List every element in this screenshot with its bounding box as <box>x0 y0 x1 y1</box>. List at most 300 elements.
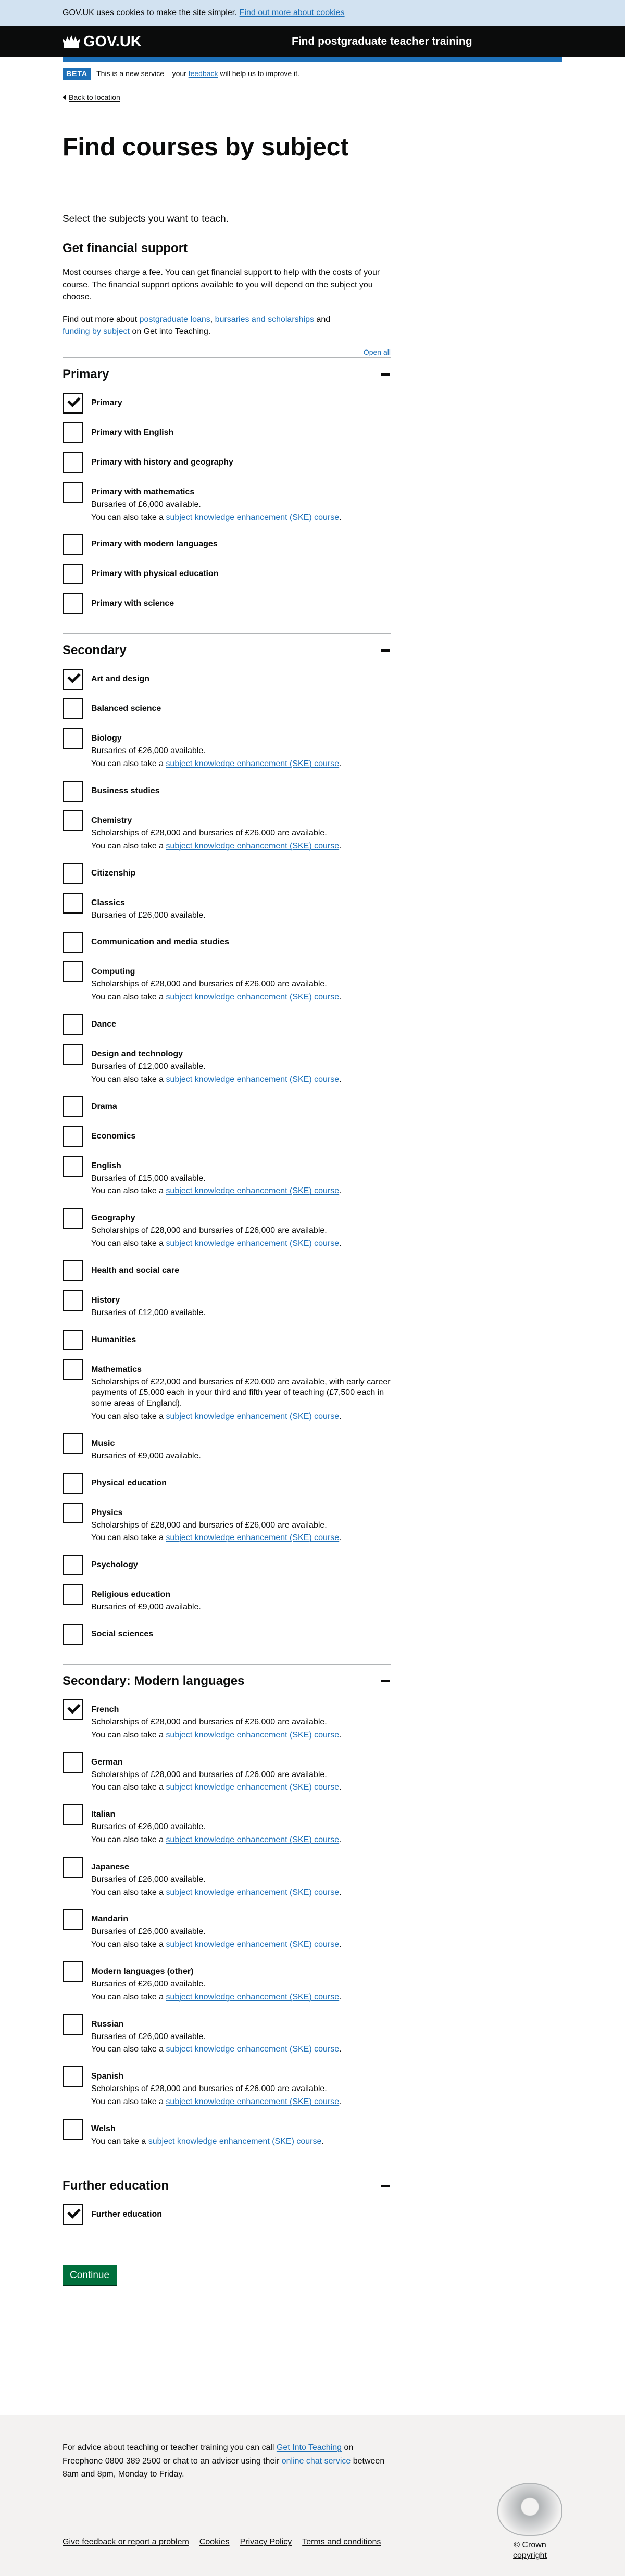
ske-hint-post: . <box>339 1533 342 1543</box>
checkbox-label[interactable]: Spanish <box>91 2072 124 2081</box>
checkbox-text <box>91 1473 167 1491</box>
subject-checkbox-item[interactable] <box>63 452 391 473</box>
checkbox-label[interactable]: Religious education <box>91 1590 171 1599</box>
checkbox-text <box>91 698 161 716</box>
checkbox-label[interactable]: Mathematics <box>91 1365 142 1374</box>
checkbox-label[interactable]: Primary with history and geography <box>91 457 233 467</box>
checkbox[interactable] <box>63 1624 83 1645</box>
checkbox-label[interactable]: Citizenship <box>91 868 136 878</box>
minus-icon[interactable] <box>381 2185 390 2187</box>
subject-checkbox-item[interactable] <box>63 698 391 719</box>
checkbox[interactable] <box>63 728 83 749</box>
checkbox-text <box>91 1961 342 2005</box>
subject-checkbox-item[interactable] <box>63 1433 391 1464</box>
ske-course-link[interactable]: subject knowledge enhancement (SKE) course <box>166 841 340 851</box>
checkbox[interactable] <box>63 1961 83 1982</box>
ske-hint <box>91 759 342 770</box>
ske-hint-pre: You can also take a <box>91 512 164 522</box>
checkbox-text <box>91 781 160 798</box>
subject-checkbox-item[interactable] <box>63 1260 391 1281</box>
checkbox[interactable] <box>63 1752 83 1773</box>
subject-checkbox-item[interactable] <box>63 1330 391 1350</box>
subject-checkbox-item[interactable] <box>63 1584 391 1615</box>
subject-checkbox-item[interactable] <box>63 1044 391 1087</box>
checkbox[interactable] <box>63 482 83 503</box>
ske-hint-post: . <box>321 2136 324 2146</box>
crown-copyright-link[interactable]: © Crown copyright <box>513 2541 547 2560</box>
ske-hint-pre: You can also take a <box>91 1411 164 1421</box>
ske-hint-pre: You can also take a <box>91 1730 164 1740</box>
ske-hint-pre: You can also take a <box>91 1186 164 1196</box>
ske-hint-pre: You can also take a <box>91 1835 164 1844</box>
subject-checkbox-item[interactable] <box>63 781 391 802</box>
checkbox-label[interactable]: Mandarin <box>91 1915 129 1924</box>
checkbox-label[interactable]: Business studies <box>91 786 160 796</box>
checkbox-label[interactable]: French <box>91 1705 119 1714</box>
back-link[interactable] <box>63 93 120 103</box>
ske-hint-pre: You can also take a <box>91 1533 164 1543</box>
minus-icon[interactable] <box>381 373 390 376</box>
ske-course-link[interactable]: subject knowledge enhancement (SKE) course <box>166 1783 340 1792</box>
checkbox[interactable] <box>63 1290 83 1311</box>
cookie-text: GOV.UK uses cookies to make the site simpler. <box>63 8 237 17</box>
subject-checkbox-item[interactable] <box>63 1473 391 1494</box>
checkbox-text <box>91 2119 324 2149</box>
continue-button[interactable]: Continue <box>63 2265 117 2285</box>
checkbox[interactable] <box>63 564 83 584</box>
header-accent-bar <box>63 57 562 62</box>
subject-checkbox-item[interactable] <box>63 1624 391 1645</box>
subject-checkbox-item[interactable] <box>63 2204 391 2225</box>
funding-hint: Bursaries of £26,000 available. <box>91 1979 206 1989</box>
subject-checkbox-item[interactable] <box>63 1857 391 1900</box>
ske-course-link[interactable]: subject knowledge enhancement (SKE) course <box>166 993 340 1002</box>
accordion-section <box>63 633 391 1664</box>
ske-hint-post: . <box>339 1239 342 1248</box>
checkbox-text <box>91 534 218 552</box>
accordion-section-header[interactable] <box>63 367 391 382</box>
checkbox-text <box>91 893 206 923</box>
subject-checkbox-item[interactable] <box>63 932 391 953</box>
subject-checkbox-item[interactable] <box>63 393 391 414</box>
checkbox[interactable] <box>63 932 83 953</box>
subject-checkbox-item[interactable] <box>63 669 391 690</box>
funding-hint: Scholarships of £22,000 and bursaries of £20,000 are available, with early career payments of £5,000 each in your third and fifth year of teaching (£7,500 each in some areas of England). <box>91 1377 391 1408</box>
checkbox-label[interactable]: Dance <box>91 1020 117 1029</box>
funding-hint: Scholarships of £28,000 and bursaries of £26,000 are available. <box>91 1520 327 1530</box>
checkbox[interactable] <box>63 1433 83 1454</box>
crown-icon <box>63 34 80 49</box>
funding-hint: Scholarships of £28,000 and bursaries of £26,000 are available. <box>91 1717 327 1727</box>
cookie-banner <box>0 0 625 26</box>
subject-checkbox-item[interactable] <box>63 593 391 614</box>
checkbox-label[interactable]: Health and social care <box>91 1266 179 1275</box>
checkbox-checked[interactable] <box>63 2204 83 2225</box>
checkbox-label[interactable]: Primary with mathematics <box>91 487 195 496</box>
checkbox[interactable] <box>63 2066 83 2087</box>
checkbox-text <box>91 1208 342 1252</box>
checkbox[interactable] <box>63 1584 83 1605</box>
subject-checkbox-item[interactable] <box>63 1014 391 1035</box>
checkbox-text <box>91 452 233 470</box>
checkbox-label[interactable]: Music <box>91 1439 115 1448</box>
checkbox[interactable] <box>63 1857 83 1878</box>
ske-hint-pre: You can also take a <box>91 841 164 851</box>
footer-advice <box>63 2441 396 2481</box>
checkbox[interactable] <box>63 1260 83 1281</box>
checkbox-label[interactable]: Russian <box>91 2019 124 2029</box>
checkbox[interactable] <box>63 1359 83 1380</box>
subject-checkbox-item[interactable] <box>63 1555 391 1575</box>
ske-hint <box>91 2097 342 2108</box>
checkbox-text <box>91 1624 153 1642</box>
checkbox[interactable] <box>63 593 83 614</box>
subject-checkbox-item[interactable] <box>63 1909 391 1953</box>
footer-advice-pre: For advice about teaching or teacher training you can call <box>63 2443 274 2452</box>
ske-hint-post: . <box>339 1074 342 1084</box>
ske-hint-post: . <box>339 1992 342 2002</box>
subject-checkbox-item[interactable] <box>63 2066 391 2110</box>
ske-course-link[interactable]: subject knowledge enhancement (SKE) course <box>166 759 340 769</box>
ske-hint <box>91 841 342 852</box>
ske-hint-pre: You can also take a <box>91 1074 164 1084</box>
checkbox-label[interactable]: Primary <box>91 398 122 407</box>
checkbox-text <box>91 728 342 772</box>
subject-checkbox-item[interactable] <box>63 863 391 884</box>
checkbox-label[interactable]: Modern languages (other) <box>91 1967 194 1976</box>
checkbox[interactable] <box>63 1909 83 1930</box>
checkbox-text <box>91 1014 116 1032</box>
footer-link-terms[interactable]: Terms and conditions <box>302 2537 381 2546</box>
get-into-teaching-link[interactable]: Get Into Teaching <box>276 2443 342 2452</box>
funding-by-subject-link[interactable]: funding by subject <box>63 327 130 336</box>
checkbox-label[interactable]: Design and technology <box>91 1049 183 1058</box>
lead-text: Select the subjects you want to teach. <box>63 213 229 224</box>
ske-hint-post: . <box>339 1835 342 1844</box>
checkbox-text <box>91 482 342 526</box>
back-link-label: Back to location <box>69 93 120 102</box>
footer-link-feedback[interactable]: Give feedback or report a problem <box>63 2537 189 2546</box>
subject-checkbox-item[interactable] <box>63 893 391 923</box>
ske-hint-pre: You can also take a <box>91 759 164 769</box>
funding-hint: Bursaries of £9,000 available. <box>91 1451 201 1460</box>
checkbox-text <box>91 1330 136 1347</box>
ske-course-link[interactable]: subject knowledge enhancement (SKE) course <box>166 1887 340 1897</box>
checkbox-text <box>91 669 149 686</box>
ske-hint-pre: You can also take a <box>91 1783 164 1792</box>
checkbox[interactable] <box>63 1044 83 1065</box>
checkbox[interactable] <box>63 1208 83 1229</box>
checkbox-text <box>91 1096 117 1114</box>
open-all-button[interactable]: Open all <box>363 348 391 357</box>
ske-hint-post: . <box>339 1730 342 1740</box>
phase-text-pre: This is a new service – your <box>96 69 186 78</box>
checkbox-label[interactable]: Italian <box>91 1810 116 1819</box>
funding-hint: Scholarships of £28,000 and bursaries of £26,000 are available. <box>91 829 327 838</box>
checkbox-checked[interactable] <box>63 669 83 690</box>
ske-hint <box>91 1782 342 1793</box>
subject-checkbox-item[interactable] <box>63 1156 391 1199</box>
ske-hint-pre: You can also take a <box>91 993 164 1002</box>
ske-hint-post: . <box>339 1783 342 1792</box>
financial-and: and <box>316 315 331 324</box>
checkbox-label[interactable]: Primary with science <box>91 599 174 608</box>
checkbox-label[interactable]: German <box>91 1757 123 1767</box>
subject-checkbox-item[interactable] <box>63 1752 391 1796</box>
checkbox[interactable] <box>63 452 83 473</box>
footer-links <box>63 2537 381 2547</box>
accordion-section-title[interactable]: Secondary: Modern languages <box>63 1673 245 1688</box>
checkbox[interactable] <box>63 534 83 555</box>
bursaries-link[interactable]: bursaries and scholarships <box>215 315 314 324</box>
subject-accordion <box>63 357 391 2244</box>
funding-hint: Bursaries of £6,000 available. <box>91 499 201 509</box>
subject-checkbox-item[interactable] <box>63 1359 391 1424</box>
funding-hint: Bursaries of £26,000 available. <box>91 746 206 756</box>
checkbox[interactable] <box>63 1014 83 1035</box>
ske-hint-pre: You can also take a <box>91 1887 164 1897</box>
funding-hint: Bursaries of £15,000 available. <box>91 1173 206 1183</box>
subject-checkbox-item[interactable] <box>63 2119 391 2149</box>
ske-course-link[interactable]: subject knowledge enhancement (SKE) course <box>166 1533 340 1543</box>
checkbox-text <box>91 1909 342 1953</box>
checkbox-label[interactable]: Psychology <box>91 1560 138 1570</box>
ske-course-link[interactable]: subject knowledge enhancement (SKE) course <box>166 1074 340 1084</box>
checkbox-text <box>91 1359 391 1424</box>
checkbox-text <box>91 422 173 440</box>
checkbox[interactable] <box>63 2014 83 2035</box>
checkbox-label[interactable]: Primary with modern languages <box>91 540 218 549</box>
checkbox-label[interactable]: Art and design <box>91 674 150 684</box>
footer-link-privacy[interactable]: Privacy Policy <box>240 2537 292 2546</box>
checkbox-text <box>91 1156 342 1199</box>
subject-checkbox-item[interactable] <box>63 1290 391 1321</box>
checkbox[interactable] <box>63 1126 83 1147</box>
ske-hint-post: . <box>339 841 342 851</box>
feedback-link[interactable]: feedback <box>188 69 218 78</box>
ske-hint-pre: You can also take a <box>91 1992 164 2002</box>
ske-course-link[interactable]: subject knowledge enhancement (SKE) course <box>166 2045 340 2054</box>
checkbox-text <box>91 393 122 410</box>
funding-hint: Bursaries of £12,000 available. <box>91 1062 206 1071</box>
financial-links-paragraph <box>63 314 385 337</box>
checkbox[interactable] <box>63 893 83 914</box>
accordion-section-title[interactable]: Secondary <box>63 643 127 658</box>
ske-hint-pre: You can also take a <box>91 1940 164 1949</box>
checkbox-label[interactable]: Physical education <box>91 1478 167 1487</box>
checkbox-text <box>91 1857 342 1900</box>
ske-hint <box>91 512 342 523</box>
ske-hint-post: . <box>339 1940 342 1949</box>
checkbox[interactable] <box>63 1804 83 1825</box>
financial-links-post: on Get into Teaching. <box>132 327 211 336</box>
ske-hint <box>91 992 342 1003</box>
checkbox-text <box>91 863 135 881</box>
financial-paragraph: Most courses charge a fee. You can get financial support to help with the costs of your course. The financial support options available to you will depend on the subject you choose. <box>63 268 380 302</box>
subject-checkbox-item[interactable] <box>63 1804 391 1848</box>
subject-checkbox-item[interactable] <box>63 1699 391 1743</box>
postgraduate-loans-link[interactable]: postgraduate loans <box>139 315 210 324</box>
ske-hint <box>91 1074 342 1085</box>
ske-hint <box>91 1186 342 1197</box>
govuk-logo[interactable] <box>63 32 229 51</box>
footer-inner <box>63 2415 562 2576</box>
checkbox[interactable] <box>63 961 83 982</box>
footer-advice-mid: on Freephone 0800 389 2500 or chat to an adviser using their <box>63 2443 354 2466</box>
subject-checkbox-item[interactable] <box>63 534 391 555</box>
checkbox[interactable] <box>63 1096 83 1117</box>
checkbox-label[interactable]: Classics <box>91 898 125 907</box>
ske-hint <box>91 2136 324 2147</box>
ske-hint-post: . <box>339 1186 342 1196</box>
ske-course-link[interactable]: subject knowledge enhancement (SKE) course <box>166 2097 340 2106</box>
checkbox-label[interactable]: Balanced science <box>91 704 161 714</box>
site-footer <box>0 2415 625 2576</box>
checkbox-label[interactable]: Primary with physical education <box>91 569 219 579</box>
accordion-section-title[interactable]: Primary <box>63 367 109 381</box>
footer-link-cookies[interactable]: Cookies <box>199 2537 230 2546</box>
checkbox-text <box>91 1752 342 1796</box>
ske-course-link[interactable]: subject knowledge enhancement (SKE) course <box>166 512 340 522</box>
ske-hint-post: . <box>339 2045 342 2054</box>
ske-course-link[interactable]: subject knowledge enhancement (SKE) course <box>148 2136 322 2146</box>
subject-checkbox-item[interactable] <box>63 728 391 772</box>
checkbox-label[interactable]: Computing <box>91 967 135 977</box>
financial-heading: Get financial support <box>63 241 188 256</box>
phase-text-post: will help us to improve it. <box>220 69 299 78</box>
minus-icon[interactable] <box>381 649 390 652</box>
checkbox-text <box>91 961 342 1005</box>
checkbox-label[interactable]: English <box>91 1161 121 1170</box>
accordion-section <box>63 1664 391 2169</box>
checkbox-checked[interactable] <box>63 1699 83 1720</box>
checkbox-text <box>91 2066 342 2110</box>
ske-hint-post: . <box>339 1411 342 1421</box>
accordion-section-header[interactable] <box>63 2178 391 2194</box>
checkbox-label[interactable]: Further education <box>91 2209 162 2219</box>
checkbox-label[interactable]: Biology <box>91 734 122 743</box>
checkbox[interactable] <box>63 698 83 719</box>
ske-hint <box>91 1887 342 1898</box>
accordion-section-title[interactable]: Further education <box>63 2178 169 2193</box>
checkbox[interactable] <box>63 2119 83 2140</box>
checkbox-label[interactable]: Japanese <box>91 1862 129 1871</box>
funding-hint: Bursaries of £26,000 available. <box>91 1822 206 1832</box>
subject-checkbox-item[interactable] <box>63 1126 391 1147</box>
checkbox-text <box>91 1584 201 1615</box>
cookie-link[interactable]: Find out more about cookies <box>239 8 345 17</box>
checkbox-text <box>91 564 219 581</box>
checkbox-label[interactable]: Welsh <box>91 2124 116 2133</box>
accordion-section-header[interactable] <box>63 1673 391 1689</box>
ske-hint-pre: You can also take a <box>91 1239 164 1248</box>
ske-course-link[interactable]: subject knowledge enhancement (SKE) course <box>166 1835 340 1844</box>
ske-hint-post: . <box>339 993 342 1002</box>
checkbox-checked[interactable] <box>63 393 83 414</box>
subject-checkbox-item[interactable] <box>63 1961 391 2005</box>
checkbox-label[interactable]: Humanities <box>91 1335 136 1344</box>
subject-checkbox-item[interactable] <box>63 564 391 584</box>
funding-hint: Bursaries of £26,000 available. <box>91 1874 206 1884</box>
checkbox[interactable] <box>63 1473 83 1494</box>
checkbox[interactable] <box>63 810 83 831</box>
ske-hint <box>91 1239 342 1249</box>
checkbox-label[interactable]: Economics <box>91 1131 136 1141</box>
checkbox[interactable] <box>63 1555 83 1575</box>
funding-hint: Bursaries of £26,000 available. <box>91 2032 206 2041</box>
funding-hint: Bursaries of £9,000 available. <box>91 1603 201 1612</box>
ske-course-link[interactable]: subject knowledge enhancement (SKE) course <box>166 1940 340 1949</box>
checkbox-label[interactable]: Geography <box>91 1214 135 1223</box>
accordion-section <box>63 357 391 634</box>
subject-checkbox-item[interactable] <box>63 961 391 1005</box>
checkbox-text <box>91 1126 135 1144</box>
online-chat-link[interactable]: online chat service <box>281 2456 351 2466</box>
page-container <box>63 62 562 2285</box>
subject-checkbox-item[interactable] <box>63 1096 391 1117</box>
subject-checkbox-item[interactable] <box>63 1503 391 1546</box>
subject-checkbox-item[interactable] <box>63 2014 391 2058</box>
checkbox[interactable] <box>63 781 83 802</box>
checkbox-label[interactable]: Physics <box>91 1508 123 1517</box>
checkbox[interactable] <box>63 1503 83 1523</box>
phase-banner <box>63 62 562 85</box>
subject-checkbox-item[interactable] <box>63 482 391 526</box>
checkbox-label[interactable]: History <box>91 1295 120 1305</box>
funding-hint: Bursaries of £26,000 available. <box>91 910 206 920</box>
royal-crest-icon <box>497 2483 562 2536</box>
subject-checkbox-item[interactable] <box>63 810 391 854</box>
subject-checkbox-item[interactable] <box>63 1208 391 1252</box>
accordion-section-header[interactable] <box>63 643 391 658</box>
checkbox-label[interactable]: Primary with English <box>91 428 174 437</box>
ske-hint-post: . <box>339 2097 342 2106</box>
ske-hint-post: . <box>339 1887 342 1897</box>
service-name[interactable]: Find postgraduate teacher training <box>292 35 472 47</box>
financial-sep: , <box>210 315 213 324</box>
checkbox[interactable] <box>63 1156 83 1177</box>
ske-hint <box>91 1992 342 2003</box>
funding-hint: Scholarships of £28,000 and bursaries of £26,000 are available. <box>91 1226 327 1235</box>
checkbox-text <box>91 1433 201 1464</box>
checkbox-label[interactable]: Communication and media studies <box>91 937 229 947</box>
checkbox[interactable] <box>63 1330 83 1350</box>
minus-icon[interactable] <box>381 1680 390 1682</box>
ske-course-link[interactable]: subject knowledge enhancement (SKE) course <box>166 1186 340 1196</box>
site-header <box>0 26 625 57</box>
ske-course-link[interactable]: subject knowledge enhancement (SKE) course <box>166 1239 340 1248</box>
beta-tag: BETA <box>63 68 91 80</box>
logo-text: GOV.UK <box>83 33 142 50</box>
checkbox-text <box>91 1260 179 1278</box>
ske-course-link[interactable]: subject knowledge enhancement (SKE) course <box>166 1992 340 2002</box>
checkbox-label[interactable]: Social sciences <box>91 1629 154 1639</box>
ske-course-link[interactable]: subject knowledge enhancement (SKE) course <box>166 1411 340 1421</box>
checkbox-label[interactable]: Chemistry <box>91 816 132 826</box>
subject-checkbox-item[interactable] <box>63 422 391 443</box>
checkbox-label[interactable]: Drama <box>91 1102 117 1111</box>
ske-hint <box>91 1533 342 1544</box>
page-title: Find courses by subject <box>63 133 349 161</box>
checkbox[interactable] <box>63 863 83 884</box>
ske-hint-pre: You can take a <box>91 2136 146 2146</box>
main-content <box>63 134 391 2285</box>
checkbox-text <box>91 1044 342 1087</box>
financial-links-pre: Find out more about <box>63 315 138 324</box>
checkbox[interactable] <box>63 422 83 443</box>
ske-hint <box>91 2044 342 2055</box>
ske-course-link[interactable]: subject knowledge enhancement (SKE) course <box>166 1730 340 1740</box>
